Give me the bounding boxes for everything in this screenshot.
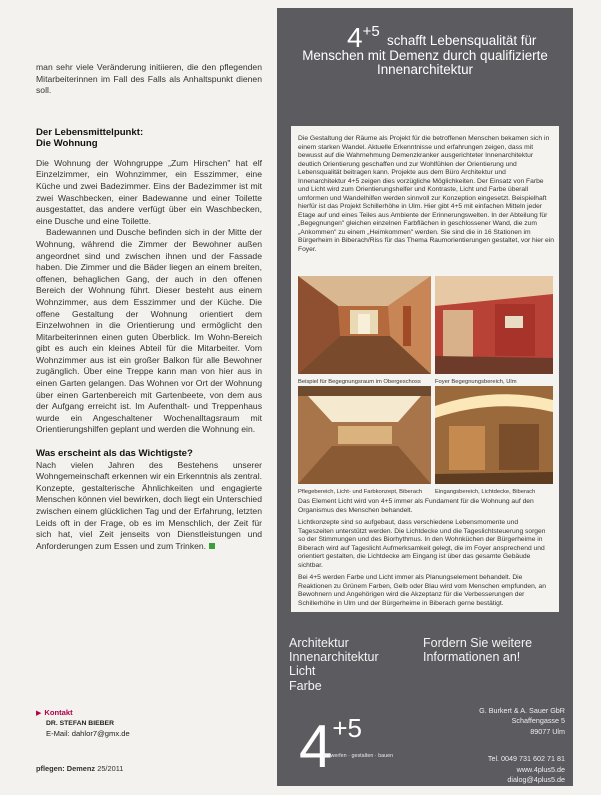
headline-line3: Innenarchitektur — [376, 62, 474, 78]
headline-line2: Menschen mit Demenz durch qualifizierte — [302, 47, 548, 63]
contact-email[interactable]: E-Mail: dahlor7@gmx.de — [46, 729, 130, 738]
hall-image — [298, 386, 431, 484]
call-to-action — [423, 636, 573, 664]
corridor-image — [298, 276, 431, 374]
cta-line2: Informationen an! — [423, 650, 521, 665]
body-paragraph: Die Wohnung der Wohngruppe „Zum Hirschen" hat elf Einzelzimmer, ein Wohnzimmer, ein Esszimmer, eine Küche und zwei Badezimmer. Eins der Badezimmer ist mit zwei Waschbecken, einer Badewanne und einer Toilette ausgestattet, das andere verfügt über ein Waschbecken, eine Dusche und eine Toilette. — [36, 157, 262, 226]
ad-paragraph: Bei 4+5 werden Farbe und Licht immer als Planungselement behandelt. Die Reaktionen zu Grünem Farben, Gelb oder Blau wird vom Menschen empfunden, an Bewohnern und Angehörigen wird die Akzeptanz für die Verbesserungen der Schillerhöhe in Ulm und der Bürgerheime in Biberach gerne bestätigt. — [298, 574, 546, 607]
ad-paragraph: Das Element Licht wird von 4+5 immer als Fundament für die Wohnung auf den Organismus des Menschen behandelt. — [298, 498, 534, 514]
contact-name: DR. STEFAN BIEBER — [46, 720, 114, 727]
section-heading-line2: Die Wohnung — [36, 138, 98, 150]
contact-label: Kontakt — [44, 708, 73, 717]
company-name: G. Burkert & A. Sauer GbR — [479, 706, 565, 715]
services-list — [289, 636, 379, 693]
service-item: Farbe — [289, 678, 322, 693]
ad-body-text-2 — [298, 498, 554, 612]
body-text: Nach vielen Jahren des Bestehens unserer Wohngemeinschaft erkennen wir ein Erkenntnis als zentral. Konzepte, gestalterische Ähnlichkeiten und engagierte Menschen können viel bewirken, doch liegt ein Unterschied zwischen einem glücklichen Tag und der Erfahrung, letzten Leids oft in der Frage, ob es im Menschlich, der Zeit für sich hat, viel Zeit jenseits von Dienstleistungen und Anforderungen zum Essen und zum Trinken. — [36, 459, 262, 551]
foyer-image — [435, 276, 553, 374]
ad-body-text — [298, 135, 554, 254]
photo-corridor — [298, 276, 431, 385]
intro-paragraph: man sehr viele Veränderung initiieren, die den pflegenden Mitarbeiterinnen im Fall des Falls als Anhaltspunkt dienen soll. — [36, 62, 262, 96]
service-item: Licht — [289, 664, 316, 679]
triangle-icon: ▶ — [36, 710, 42, 717]
photo-caption: Pflegebereich, Licht- und Farbkonzept, Biberach — [298, 489, 423, 495]
body-paragraph — [36, 460, 262, 553]
photo-entrance — [435, 386, 553, 495]
photo-hall — [298, 386, 431, 495]
street: Schaffengasse 5 — [511, 716, 565, 726]
phone: Tel. 0049 731 602 71 81 — [487, 754, 565, 764]
ad-paragraph: Die Gestaltung der Räume als Projekt für die betroffenen Menschen bekamen sich in einem starken Wandel. Aktuelle Erkenntnisse und erfahrungen zeigen, dass mit bewusst auf die Wahrnehmung Demenzkranker ausgerichteter Innenarchitektur deutlich Orientierung geschaffen und zur Wohlfühlen der Orientierung und Lebensqualität beitragen kann. Projekte aus dem Büro Architektur und Innenarchitektur 4+5 zeigen dies vorzügliche Möglichkeiten. Der Einsatz von Farbe und Licht wird zum Orientierungshelfer und Kontraste, Licht und Farbe überall umformen und Wandelhilfen werden sinnvoll zur Konzeption eingesetzt. Beispielhaft hierfür ist das Projekt Schillerhöhe in Ulm. Hier gibt 4+5 mit einfachen Mitteln jeder Etage auf und eines Teiles aus Ambiente der Erinnerungswelten. In der Abteilung für „Begegnungen" gleichen einzelnen Farbflächen in geschlossener Wand, die zum „Ankommen" zu einem „Heimkommen" werden. Sie sind die in 16 Stationen im Bürgerheim in Biberach/Riss für das Thema Raumorientierungen gestaltet, vor hier ein Foyer. — [298, 135, 554, 253]
contact-box — [36, 708, 262, 739]
ad-paragraph: Lichtkonzepte sind so aufgebaut, dass verschiedene Lebensmomente und Tageszeiten unterstützt werden. Die Lichtdecke und die Tageslichtsteuerung sorgen so der Stimmungen und des Biorhythmus. In den Wohnküchen der Bürgerheime in Biberach wird auf Tageslicht Aufmerksamkeit gelegt, die im Foyer ansprechend und orientiert gestalten, die Lichtdecke am Eingang ist über das gesamte Gebäude sichtbar. — [298, 519, 546, 569]
body-paragraph: Badewannen und Dusche befinden sich in der Mitte der Wohnung, während die Zimmer der Bewohner außen angeordnet sind und zwischen ihnen und der Fassade haben. Die Zimmer und die Bäder liegen an einem breiten, offenen, behaglichen Gang, der auch in den offenen Bereich der Wohnung führt. Dieser besteht aus einem Wohnzimmer, aus dem Esszimmer und der Küche. Die offene Gestaltung der Wohnung orientiert dem Einzelwohnen in die Orientierung und ermöglicht den Mitarbeiterinnen einen guten Überblick. Im Wohn-Bereich gibt es auch ein kleines Abteil für die Mitarbeiter. Vom Wohnzimmer aus ist ein großer Balkon für alle Bewohner zugänglich. Über eine Treppe kann man von hier aus in einen Garten gelangen. Das Wohnen vor Ort der Wohnung über einen Gartenbereich mit Gartenbeete, von dem aus der Aufgang erreicht ist. Im Aufenthalt- und Treppenhaus wurde ein Angeschaltener Wochenalltagsraum mit Orientierungshilfen geplant und werden die Wohnung ein. — [36, 227, 262, 435]
service-item: Architektur — [289, 636, 349, 650]
logo-superscript: +5 — [362, 23, 380, 40]
photo-caption: Beispiel für Begegnungsraum im Obergeschoss — [298, 379, 421, 385]
website-link[interactable]: www.4plus5.de — [516, 764, 565, 774]
ad-headline — [287, 34, 563, 78]
section-heading — [36, 127, 262, 150]
ad-logo-large — [299, 698, 363, 780]
magazine-name: pflegen: Demenz — [36, 764, 96, 773]
email-link[interactable]: dialog@4plus5.de — [507, 775, 565, 785]
logo-digit: 4 — [299, 713, 333, 780]
company-address — [457, 706, 565, 785]
logo-superscript: +5 — [332, 713, 363, 743]
issue-number: 25/2011 — [97, 764, 124, 773]
photo-caption: Eingangsbereich, Lichtdecke, Biberach — [435, 489, 536, 495]
section-heading-line1: Der Lebensmittelpunkt: — [36, 126, 144, 138]
photo-foyer — [435, 276, 553, 385]
entrance-image — [435, 386, 553, 484]
article-column — [36, 62, 262, 552]
city: 89077 Ulm — [530, 726, 565, 736]
page-footer — [36, 764, 123, 773]
service-item: Innenarchitektur — [289, 650, 379, 665]
logo-digit: 4 — [347, 22, 363, 53]
section-heading: Was erscheint als das Wichtigste? — [36, 448, 193, 460]
photo-caption: Foyer Begegnungsbereich, Ulm — [435, 379, 517, 385]
logo-tagline: entwerfen · gestalten · bauen — [323, 753, 394, 759]
cta-line1: Fordern Sie weitere — [423, 636, 533, 650]
end-mark-icon — [209, 543, 215, 549]
headline-line1: schafft Lebensqualität für — [387, 33, 537, 48]
advertisement — [277, 8, 573, 786]
